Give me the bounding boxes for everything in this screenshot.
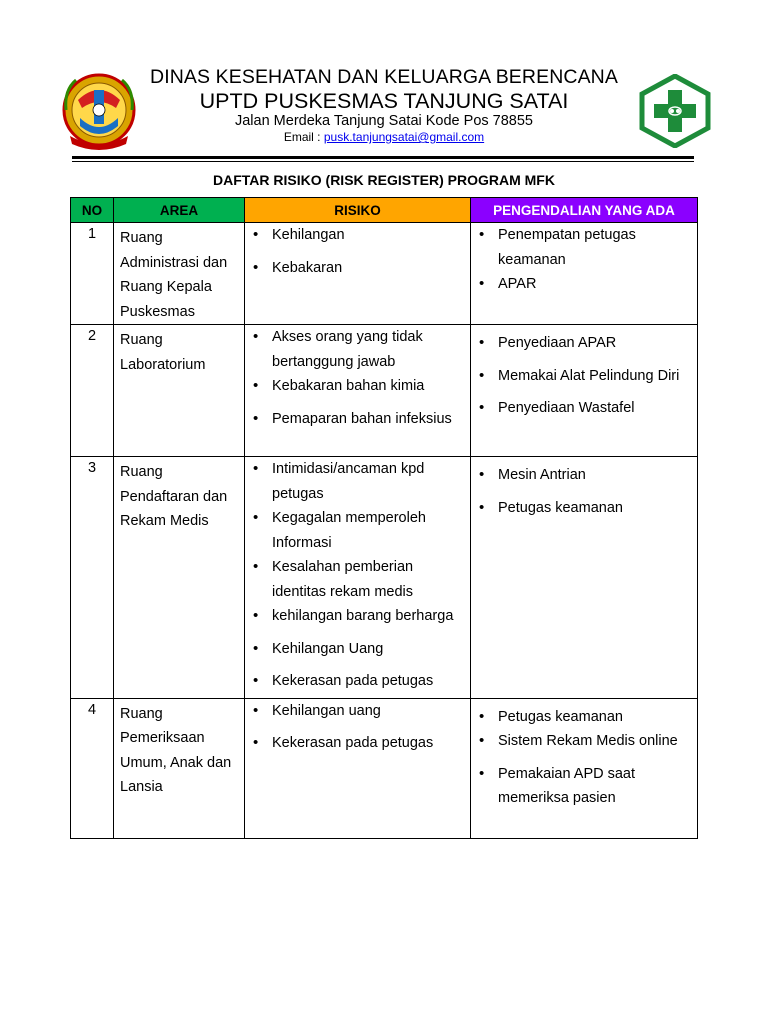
list-item: • Memakai Alat Pelindung Diri xyxy=(471,364,697,389)
email-label: Email : xyxy=(283,130,321,144)
list-item: • Sistem Rekam Medis online xyxy=(471,729,697,754)
list-item: • Pemakaian APD saat memeriksa pasien xyxy=(471,762,697,811)
list-item: • APAR xyxy=(471,272,697,297)
address: Jalan Merdeka Tanjung Satai Kode Pos 78855 xyxy=(234,113,533,129)
table-row xyxy=(71,698,698,838)
list-item: • Pemaparan bahan infeksius xyxy=(245,407,470,432)
row-pengendalian xyxy=(471,325,698,457)
list-item: • Kehilangan xyxy=(245,223,470,248)
list-item: • Intimidasi/ancaman kpd petugas xyxy=(245,457,470,506)
list-item: • Kebakaran xyxy=(245,256,470,281)
row-number: 3 xyxy=(71,457,114,699)
table-row xyxy=(71,325,698,457)
header-pengendalian: PENGENDALIAN YANG ADA xyxy=(471,198,698,223)
list-item: • kehilangan barang berharga xyxy=(245,604,470,629)
header-divider-thin xyxy=(72,161,694,162)
document-title: DAFTAR RISIKO (RISK REGISTER) PROGRAM MFK xyxy=(213,172,555,188)
header-no: NO xyxy=(71,198,114,223)
list-item: • Kehilangan Uang xyxy=(245,637,470,662)
list-item: • Kesalahan pemberian identitas rekam medis xyxy=(245,555,470,604)
row-risiko xyxy=(245,223,471,325)
list-item: • Kegagalan memperoleh Informasi xyxy=(245,506,470,555)
table-row xyxy=(71,457,698,699)
list-item: • Kebakaran bahan kimia xyxy=(245,374,470,399)
list-item: • Akses orang yang tidak bertanggung jawab xyxy=(245,325,470,374)
row-pengendalian xyxy=(471,457,698,699)
row-area: Ruang Pendaftaran dan Rekam Medis xyxy=(114,457,245,699)
risk-register-table xyxy=(70,197,698,839)
row-area: Ruang Laboratorium xyxy=(114,325,245,457)
row-number: 4 xyxy=(71,698,114,838)
row-area: Ruang Pemeriksaan Umum, Anak dan Lansia xyxy=(114,698,245,838)
puskesmas-logo-icon xyxy=(638,74,712,148)
email-link[interactable]: pusk.tanjungsatai@gmail.com xyxy=(323,130,485,144)
row-area: Ruang Administrasi dan Ruang Kepala Puskesmas xyxy=(114,223,245,325)
list-item: • Kekerasan pada petugas xyxy=(245,731,470,756)
list-item: • Penyediaan Wastafel xyxy=(471,396,697,421)
list-item: • Petugas keamanan xyxy=(471,705,697,730)
list-item: • Petugas keamanan xyxy=(471,496,697,521)
header-risiko: RISIKO xyxy=(245,198,471,223)
agency-name: DINAS KESEHATAN DAN KELUARGA BERENCANA xyxy=(150,66,618,88)
header-area: AREA xyxy=(114,198,245,223)
row-pengendalian xyxy=(471,223,698,325)
row-number: 2 xyxy=(71,325,114,457)
header-divider-thick xyxy=(72,156,694,159)
row-risiko xyxy=(245,457,471,699)
table-header-row xyxy=(71,198,698,223)
list-item: • Penyediaan APAR xyxy=(471,331,697,356)
row-risiko xyxy=(245,698,471,838)
puskesmas-name: UPTD PUSKESMAS TANJUNG SATAI xyxy=(199,89,569,113)
list-item: • Kekerasan pada petugas xyxy=(245,669,470,694)
row-risiko xyxy=(245,325,471,457)
list-item: • Mesin Antrian xyxy=(471,463,697,488)
row-number: 1 xyxy=(71,223,114,325)
table-row xyxy=(71,223,698,325)
row-pengendalian xyxy=(471,698,698,838)
list-item: • Penempatan petugas keamanan xyxy=(471,223,697,272)
list-item: • Kehilangan uang xyxy=(245,699,470,724)
